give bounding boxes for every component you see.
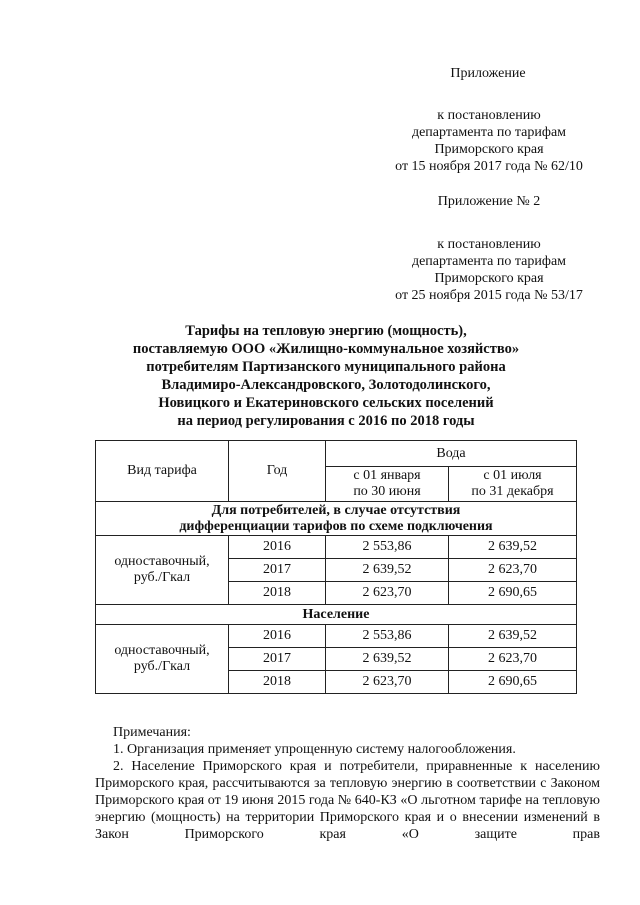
header-period-2 <box>449 467 577 502</box>
appendix-1-reference <box>375 107 603 175</box>
value-cell: 2 690,65 <box>449 671 577 694</box>
value-cell: 2 553,86 <box>326 536 449 559</box>
appendix-2-ref-line: Приморского края <box>434 271 544 286</box>
appendix-1-ref-line: департамента по тарифам <box>411 125 567 140</box>
year-cell: 2018 <box>229 671 326 694</box>
header-period-1 <box>326 467 449 502</box>
appendix-1-ref-line: Приморского края <box>434 142 544 157</box>
title-line: Владимиро-Александровского, Золотодолинского, <box>161 377 491 393</box>
section-title-line: дифференциации тарифов по схеме подключения <box>179 518 493 534</box>
value-cell: 2 623,70 <box>326 671 449 694</box>
header-water: Вода <box>326 441 577 467</box>
note-item: 2. Население Приморского края и потребители, приравненные к населению Приморского края, рассчитываются за тепловую энергию в соответствии с Законом Приморского края от 19 июня 2015 года № 640-КЗ «О льготном тарифе на тепловую энергию (мощность) на территории Приморского края и о внесении изменений в Закон Приморского края «О защите прав <box>95 759 600 842</box>
tariff-type-line: руб./Гкал <box>133 659 191 674</box>
appendix-2-ref-line: департамента по тарифам <box>411 254 567 269</box>
notes-heading: Примечания: <box>113 725 191 740</box>
appendix-1-title: Приложение <box>450 66 526 81</box>
table-row <box>96 536 577 559</box>
value-cell: 2 553,86 <box>326 625 449 648</box>
period-2-line: по 31 декабря <box>471 484 554 499</box>
appendix-2-ref-line: от 25 ноября 2015 года № 53/17 <box>395 288 583 303</box>
document-title <box>90 322 562 430</box>
section-title <box>96 605 577 625</box>
title-line: поставляемую ООО «Жилищно-коммунальное хозяйство» <box>132 341 520 357</box>
appendix-1-ref-line: к постановлению <box>437 108 541 123</box>
value-cell: 2 639,52 <box>326 559 449 582</box>
appendix-2-title: Приложение № 2 <box>437 194 541 209</box>
year-cell: 2017 <box>229 648 326 671</box>
note-item: 1. Организация применяет упрощенную систему налогообложения. <box>113 742 516 757</box>
year-cell: 2018 <box>229 582 326 605</box>
title-line: Новицкого и Екатериновского сельских поселений <box>158 395 494 411</box>
value-cell: 2 690,65 <box>449 582 577 605</box>
tariff-type-line: одноставочный, <box>114 554 210 569</box>
header-year: Год <box>229 441 326 502</box>
tariff-type-cell <box>96 625 229 694</box>
value-cell: 2 639,52 <box>449 625 577 648</box>
value-cell: 2 639,52 <box>326 648 449 671</box>
year-cell: 2016 <box>229 536 326 559</box>
value-cell: 2 623,70 <box>326 582 449 605</box>
section-title <box>96 502 577 536</box>
section-title-line: Для потребителей, в случае отсутствия <box>211 502 461 518</box>
title-line: на период регулирования с 2016 по 2018 годы <box>177 413 475 429</box>
appendix-1-ref-line: от 15 ноября 2017 года № 62/10 <box>395 159 583 174</box>
year-cell: 2017 <box>229 559 326 582</box>
value-cell: 2 639,52 <box>449 536 577 559</box>
appendix-2-reference <box>370 236 608 304</box>
value-cell: 2 623,70 <box>449 559 577 582</box>
notes <box>95 724 600 843</box>
appendix-2-ref-line: к постановлению <box>437 237 541 252</box>
tariffs-table <box>95 440 577 694</box>
period-1-line: с 01 января <box>353 468 421 483</box>
tariff-type-line: одноставочный, <box>114 643 210 658</box>
title-line: потребителям Партизанского муниципального района <box>146 359 506 375</box>
period-1-line: по 30 июня <box>353 484 421 499</box>
tariff-type-cell <box>96 536 229 605</box>
tariff-type-line: руб./Гкал <box>133 570 191 585</box>
year-cell: 2016 <box>229 625 326 648</box>
section-title-line: Население <box>302 606 370 622</box>
value-cell: 2 623,70 <box>449 648 577 671</box>
title-line: Тарифы на тепловую энергию (мощность), <box>185 323 467 339</box>
header-tariff-type: Вид тарифа <box>96 441 229 502</box>
table-row <box>96 625 577 648</box>
period-2-line: с 01 июля <box>483 468 542 483</box>
